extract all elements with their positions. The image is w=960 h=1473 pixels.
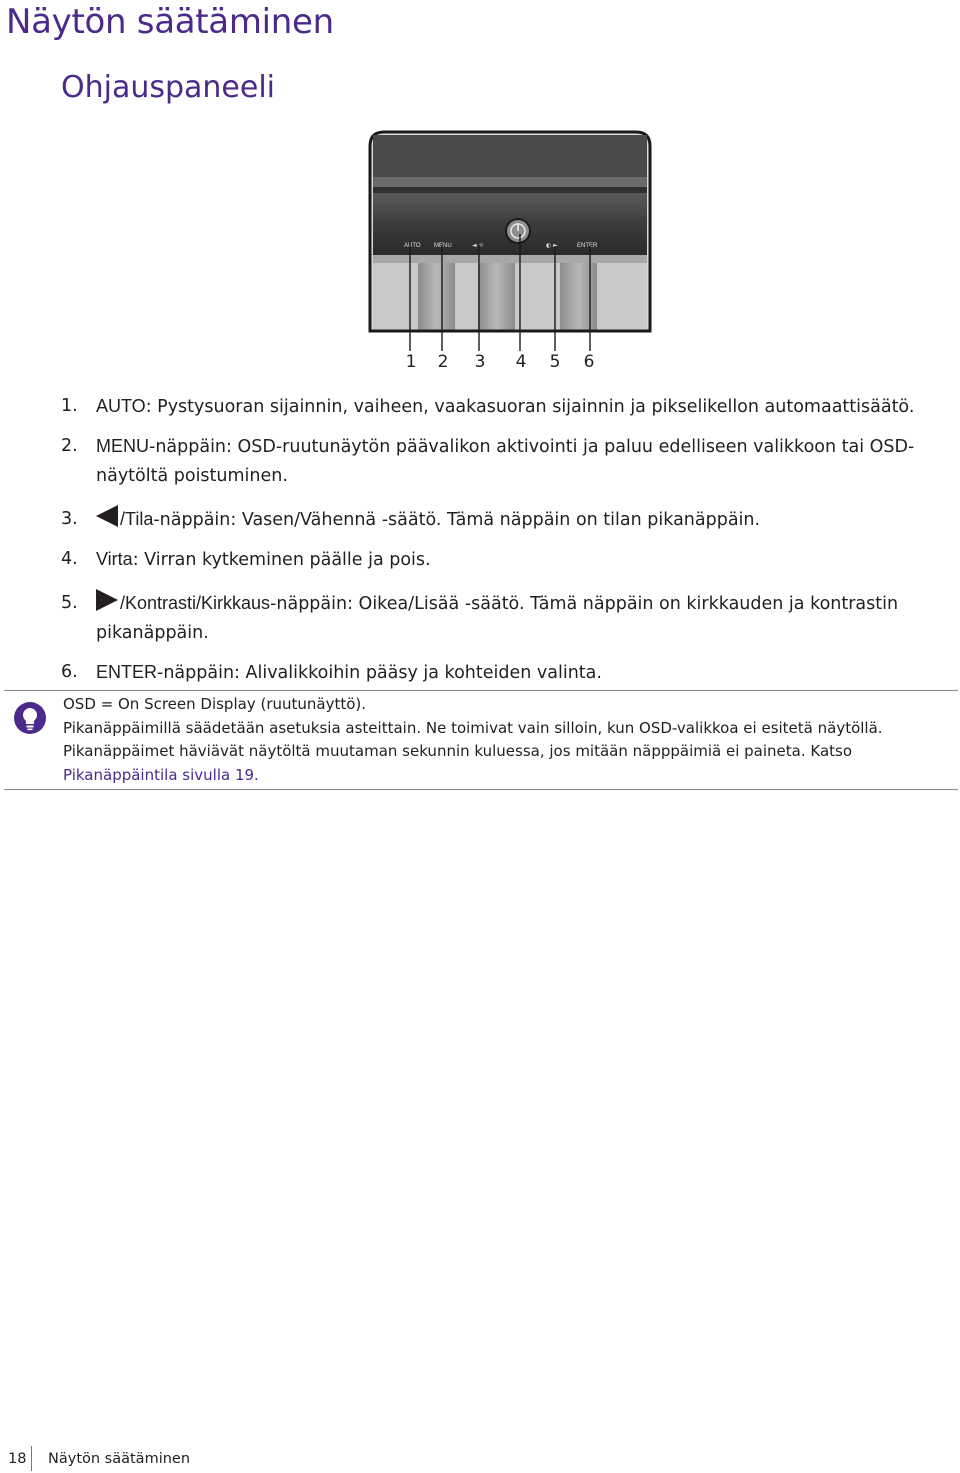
item-text: : Virran kytkeminen päälle ja pois. (132, 550, 431, 570)
callout-number-6: 6 (583, 352, 595, 372)
item-key: /Tila (120, 509, 154, 529)
label-contrast-right: ◐ ► (546, 242, 558, 249)
note-text (63, 693, 883, 787)
item-text: -näppäin: OSD-ruutunäytön päävalikon aktivointi ja paluu edelliseen valikkoon tai OSD-näytöltä poistuminen. (96, 437, 915, 486)
control-panel-illustration (360, 126, 660, 376)
list-item-power (61, 545, 921, 575)
item-text: : Pystysuoran sijainnin, vaiheen, vaakasuoran sijainnin ja pikselikellon automaattisäätö. (145, 397, 915, 417)
item-key: ENTER (96, 662, 158, 682)
item-key: MENU (96, 436, 149, 456)
label-left-brightness: ◄ ☼ (472, 242, 484, 249)
label-menu: MENU (434, 243, 452, 249)
list-item-mode (61, 505, 921, 535)
item-text: -näppäin: Oikea/Lisää -säätö. Tämä näppäin on kirkkauden ja kontrastin pikanäppäin. (96, 594, 899, 643)
item-number: 1. (61, 396, 78, 416)
item-text: -näppäin: Vasen/Vähennä -säätö. Tämä näppäin on tilan pikanäppäin. (153, 510, 761, 530)
item-number: 4. (61, 549, 78, 569)
lightbulb-icon (13, 701, 47, 735)
item-number: 5. (61, 593, 78, 613)
item-key: /Kontrasti/Kirkkaus (120, 593, 271, 613)
list-item-contrast-brightness (61, 589, 921, 648)
list-item-auto (61, 392, 921, 422)
section-title: Ohjauspaneeli (61, 70, 276, 105)
note-line-osd: OSD = On Screen Display (ruutunäyttö). (63, 695, 367, 713)
left-arrow-icon (96, 505, 118, 527)
item-number: 2. (61, 436, 78, 456)
label-auto: AUTO (404, 243, 421, 249)
note-line-hotkeys: Pikanäppäimillä säädetään asetuksia asteittain. Ne toimivat vain silloin, kun OSD-valikkoa ei esitetä näytöllä. (63, 718, 883, 737)
page-number: 18 (8, 1451, 27, 1467)
callout-number-5: 5 (549, 352, 561, 372)
page-footer (8, 1451, 190, 1467)
page-title: Näytön säätäminen (6, 2, 334, 42)
item-text: -näppäin: Alivalikkoihin pääsy ja kohteiden valinta. (157, 663, 602, 683)
item-number: 6. (61, 662, 78, 682)
label-enter: ENTER (577, 243, 598, 249)
item-key: Virta (96, 549, 133, 569)
list-item-menu (61, 432, 921, 491)
note-box (4, 690, 958, 790)
item-number: 3. (61, 509, 78, 529)
button-description-list (61, 392, 921, 698)
item-key: AUTO (96, 396, 146, 416)
callout-number-3: 3 (474, 352, 486, 372)
list-item-enter (61, 658, 921, 688)
callout-number-4: 4 (515, 352, 527, 372)
callout-number-1: 1 (405, 352, 417, 372)
callout-number-2: 2 (437, 352, 449, 372)
note-line-timeout: Pikanäppäimet häviävät näytöltä muutaman sekunnin kuluessa, jos mitään näpppäimiä ei paineta. Katso (63, 742, 853, 760)
footer-chapter: Näytön säätäminen (48, 1451, 191, 1467)
hotkey-mode-link[interactable]: Pikanäppäintila sivulla 19. (63, 765, 259, 784)
right-arrow-icon (96, 589, 118, 611)
